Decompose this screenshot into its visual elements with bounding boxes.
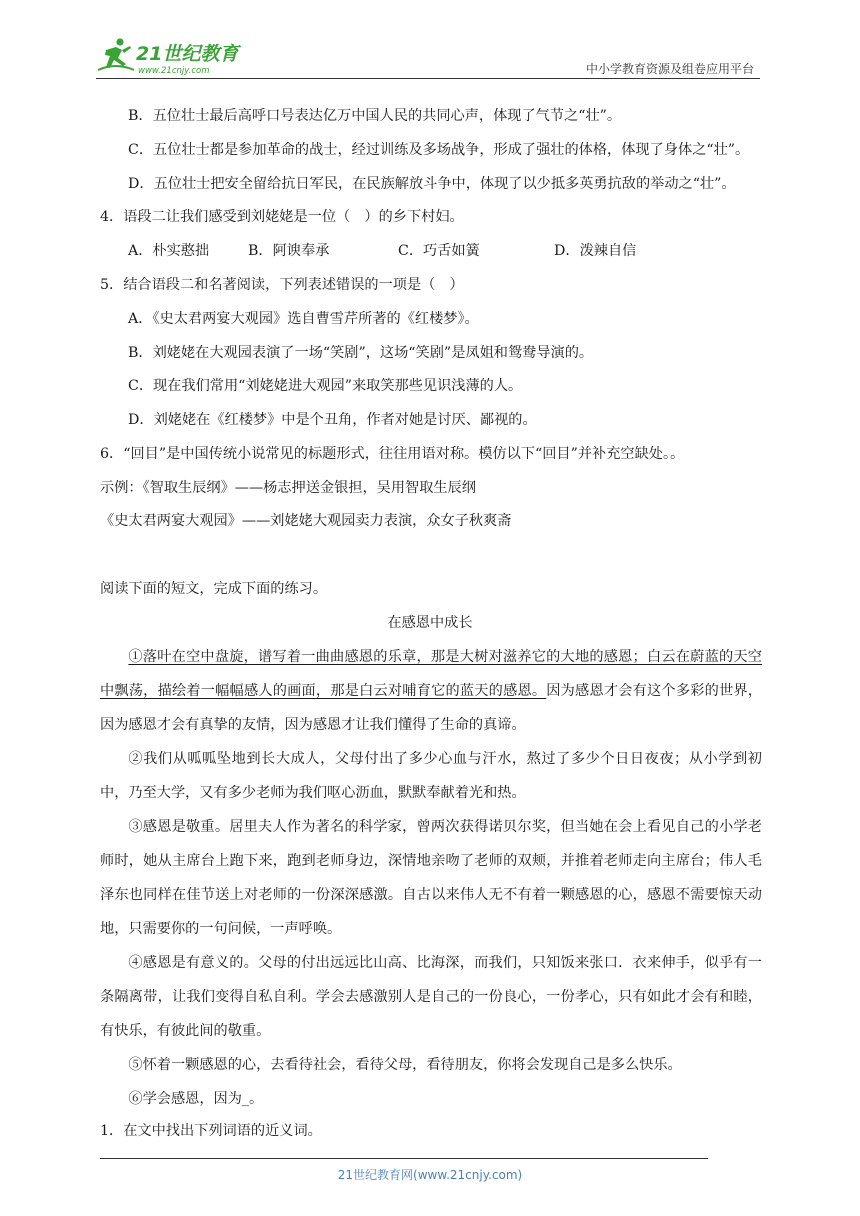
passage-paragraph-6: ⑥学会感恩，因为_。 xyxy=(128,1091,264,1107)
header-divider xyxy=(96,78,760,79)
q6-stem: 6．“回目”是中国传统小说常见的标题形式，往往用语对称。模仿以下“回目”并补充空缺处。。 xyxy=(100,446,685,462)
q5-option-c: C．现在我们常用“刘姥姥进大观园”来取笑那些见识浅薄的人。 xyxy=(128,378,523,394)
q4-stem: 4．语段二让我们感受到刘姥姥是一位（ ）的乡下村妇。 xyxy=(100,209,464,225)
q3-option-b: B．五位壮士最后高呼口号表达亿万中国人民的共同心声，体现了气节之“壮”。 xyxy=(128,108,622,124)
q3-option-d: D．五位壮士把安全留给抗日军民，在民族解放斗争中，体现了以少抵多英勇抗敌的举动之“壮”。 xyxy=(128,176,736,192)
q5-option-b: B．刘姥姥在大观园表演了一场“笑剧”，这场“笑剧”是凤姐和鸳鸯导演的。 xyxy=(128,345,594,361)
q5-option-d: D．刘姥姥在《红楼梦》中是个丑角，作者对她是讨厌、鄙视的。 xyxy=(128,412,537,428)
q4-options xyxy=(128,241,636,261)
q5-stem: 5．结合语段二和名著阅读，下列表述错误的一项是（ ） xyxy=(100,277,464,293)
page-header xyxy=(96,30,760,80)
q4-option-a: A．朴实憨拙 xyxy=(128,243,210,259)
passage-instruction: 阅读下面的短文，完成下面的练习。 xyxy=(100,581,328,597)
logo-url: www.21cnjy.com xyxy=(138,66,210,76)
q4-option-d: D．泼辣自信 xyxy=(554,243,637,259)
question-1: 1．在文中找出下列词语的近义词。 xyxy=(100,1123,322,1139)
q4-option-c: C．巧舌如簧 xyxy=(398,243,480,259)
q6-example: 示例：《智取生辰纲》——杨志押送金银担，吴用智取生辰纲 xyxy=(100,480,476,496)
logo-text: 21世纪教育 xyxy=(136,43,239,65)
q6-target: 《史太君两宴大观园》——刘姥姥大观园卖力表演，众女子秋爽斋 xyxy=(100,513,512,529)
passage-paragraph-4: ④感恩是有意义的。父母的付出远远比山高、比海深，而我们，只知饭来张口．衣来伸手，似乎有一条隔离带，让我们变得自私自利。学会去感激别人是自己的一份良心，一份孝心，只有如此才会有和睦，有快乐，有彼此间的敬重。 xyxy=(100,955,762,1039)
p1-underlined-text: ①落叶在空中盘旋，谱写着一曲曲感恩的乐章，那是大树对滋养它的大地的感恩；白云在蔚蓝的天空中飘荡，描绘着一幅幅感人的画面，那是白云对哺育它的蓝天的感恩。 xyxy=(100,649,762,699)
footer-text: 21世纪教育网(www.21cnjy.com) xyxy=(337,1168,523,1182)
passage-paragraph-3: ③感恩是敬重。居里夫人作为著名的科学家，曾两次获得诺贝尔奖，但当她在会上看见自己的小学老师时，她从主席台上跑下来，跑到老师身边，深情地亲吻了老师的双颊，并推着老师走向主席台；伟人毛泽东也同样在佳节送上对老师的一份深深感激。自古以来伟人无不有着一颗感恩的心，感恩不需要惊天动地，只需要你的一句问候，一声呼唤。 xyxy=(100,819,762,937)
passage-title: 在感恩中成长 xyxy=(387,615,473,631)
passage-paragraph-1 xyxy=(100,640,762,742)
site-logo xyxy=(96,36,266,76)
passage-paragraph-2: ②我们从呱呱坠地到长大成人，父母付出了多少心血与汗水，熬过了多少个日日夜夜；从小学到初中，乃至大学，又有多少老师为我们呕心沥血，默默奉献着光和热。 xyxy=(100,751,762,801)
p1-rest-text: 因为感恩才会有这个多彩的世界，因为感恩才会有真挚的友情，因为感恩才让我们懂得了生命的真谛。 xyxy=(100,683,762,733)
q3-option-c: C．五位壮士都是参加革命的战士，经过训练及多场战争，形成了强壮的体格，体现了身体之“壮”。 xyxy=(128,142,750,158)
footer-divider xyxy=(100,1158,708,1159)
q4-option-b: B．阿谀奉承 xyxy=(248,243,330,259)
runner-logo-icon xyxy=(96,36,266,76)
q5-option-a: A．《史太君两宴大观园》选自曹雪芹所著的《红楼梦》。 xyxy=(128,311,479,327)
passage-paragraph-5: ⑤怀着一颗感恩的心，去看待社会，看待父母，看待朋友，你将会发现自己是多么快乐。 xyxy=(128,1057,682,1073)
platform-name: 中小学教育资源及组卷应用平台 xyxy=(585,62,754,76)
